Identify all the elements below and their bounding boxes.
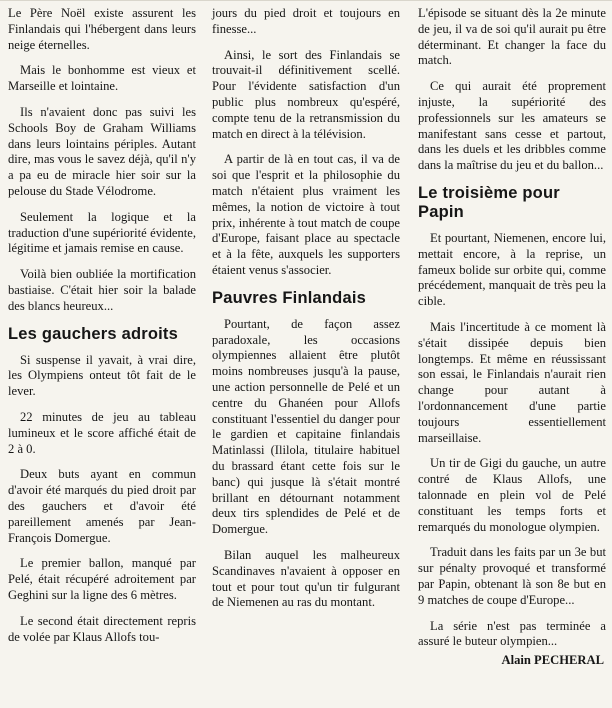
top-rule xyxy=(0,0,612,1)
subheading-troisieme-pour-papin: Le troisième pour Papin xyxy=(418,183,560,221)
paragraph: jours du pied droit et toujours en finesse... xyxy=(212,6,400,36)
column-1 xyxy=(8,6,196,655)
paragraph: Mais l'incertitude à ce moment là s'était dissipée depuis bien longtemps. Et même en réussissant son essai, le Finlandais n'aurait rien change pour autant à l'ordonnancement d'une partie toujours essentiellement marseillaise. xyxy=(418,319,606,445)
paragraph: 22 minutes de jeu au tableau lumineux et le score affiché était de 2 à 0. xyxy=(8,409,196,456)
paragraph: Et pourtant, Niemenen, encore lui, mettait encore, à la reprise, un fameux bolide sur orbite qui, comme précédement, manquait de très peu la cible. xyxy=(418,230,606,309)
paragraph: Mais le bonhomme est vieux et Marseille et lointaine. xyxy=(8,63,196,94)
paragraph: L'épisode se situant dès la 2e minute de jeu, il va de soi qu'il aurait pu être déterminant. Et changer la face du match. xyxy=(418,6,606,68)
paragraph: Le premier ballon, manqué par Pelé, était récupéré adroitement par Geghini sur la ligne des 6 mètres. xyxy=(8,556,196,602)
author-signature: Alain PECHERAL xyxy=(501,653,604,668)
paragraph: Ils n'avaient donc pas suivi les Schools Boy de Graham Williams dans leurs lointains périples. Autant dire, mas vous le savez déjà, qu'il n'y a pa eu de miracle hier soir sur la pelouse du Stade Vélodrome. xyxy=(8,104,196,198)
paragraph: Ainsi, le sort des Finlandais se trouvait-il définitivement scellé. Pour l'évidente satisfaction d'un public plus nombreux qu'espéré, compte tenu de la retransmission du match en direct à la télévision. xyxy=(212,47,400,141)
paragraph: Le second était directement repris de volée par Klaus Allofs tou- xyxy=(8,613,196,644)
paragraph: Seulement la logique et la traduction d'une supériorité évidente, légitime et jamais remise en cause. xyxy=(8,209,196,256)
subheading-pauvres-finlandais: Pauvres Finlandais xyxy=(212,288,366,307)
paragraph: Un tir de Gigi du gauche, un autre contré de Klaus Allofs, une talonnade en plein vol de Pelé constituant les temps forts et remarqués du monologue olympien. xyxy=(418,456,606,534)
paragraph: La série n'est pas terminée a assuré le buteur olympien... xyxy=(418,618,606,649)
paragraph: Voilà bien oubliée la mortification bastiaise. C'était hier soir la balade des blancs heureux... xyxy=(8,267,196,313)
column-3 xyxy=(418,6,606,668)
paragraph: Deux buts ayant en commun d'avoir été marqués du pied droit par des gauchers et d'avoir été pareillement amenés par Jean-François Domergue. xyxy=(8,467,196,545)
paragraph: Bilan auquel les malheureux Scandinaves n'avaient à opposer en tout et pour tout qu'un tir fulgurant de Niemenen au ras du montant. xyxy=(212,547,400,610)
paragraph: Si suspense il yavait, à vrai dire, les Olympiens onteut tôt fait de le lever. xyxy=(8,352,196,399)
paragraph: Le Père Noël existe assurent les Finlandais qui l'hébergent dans leurs neige éternelles. xyxy=(8,6,196,52)
paragraph: Ce qui aurait été proprement injuste, la supériorité des professionnels sur les amateurs se manifestant sans cesse et partout, dans les duels et les dribbles comme dans la maîtrise du jeu et du ballon... xyxy=(418,79,606,173)
paragraph: A partir de là en tout cas, il va de soi que l'esprit et la philosophie du match n'étaient plus vraiment les mêmes, la notion de victoire à tout prix, inhérente à tout match de coupe d'Europe, faisant place au spectacle et à la fête, auxquels les supporters étaient venus s'associer. xyxy=(212,152,400,277)
column-2 xyxy=(212,6,400,621)
paragraph: Traduit dans les faits par un 3e but sur pénalty provoqué et transformé par Papin, obtenant là son 8e but en 9 matches de coupe d'Europe... xyxy=(418,545,606,607)
subheading-gauchers-adroits: Les gauchers adroits xyxy=(8,324,178,343)
paragraph: Pourtant, de façon assez paradoxale, les occasions olympiennes allaient être plutôt moins nombreuses jusqu'à la pause, une action personnelle de Pelé et un centre du Ghanéen pour Allofs constituant l'essentiel du danger pour le gardien et capitaine finlandais Matinlassi (Ililola, titulaire habituel du brassard étant cette fois sur le banc) qui jusque là s'était montré brillant en détournant notamment deux tirs splendides de Pelé et de Domergue. xyxy=(212,316,400,537)
